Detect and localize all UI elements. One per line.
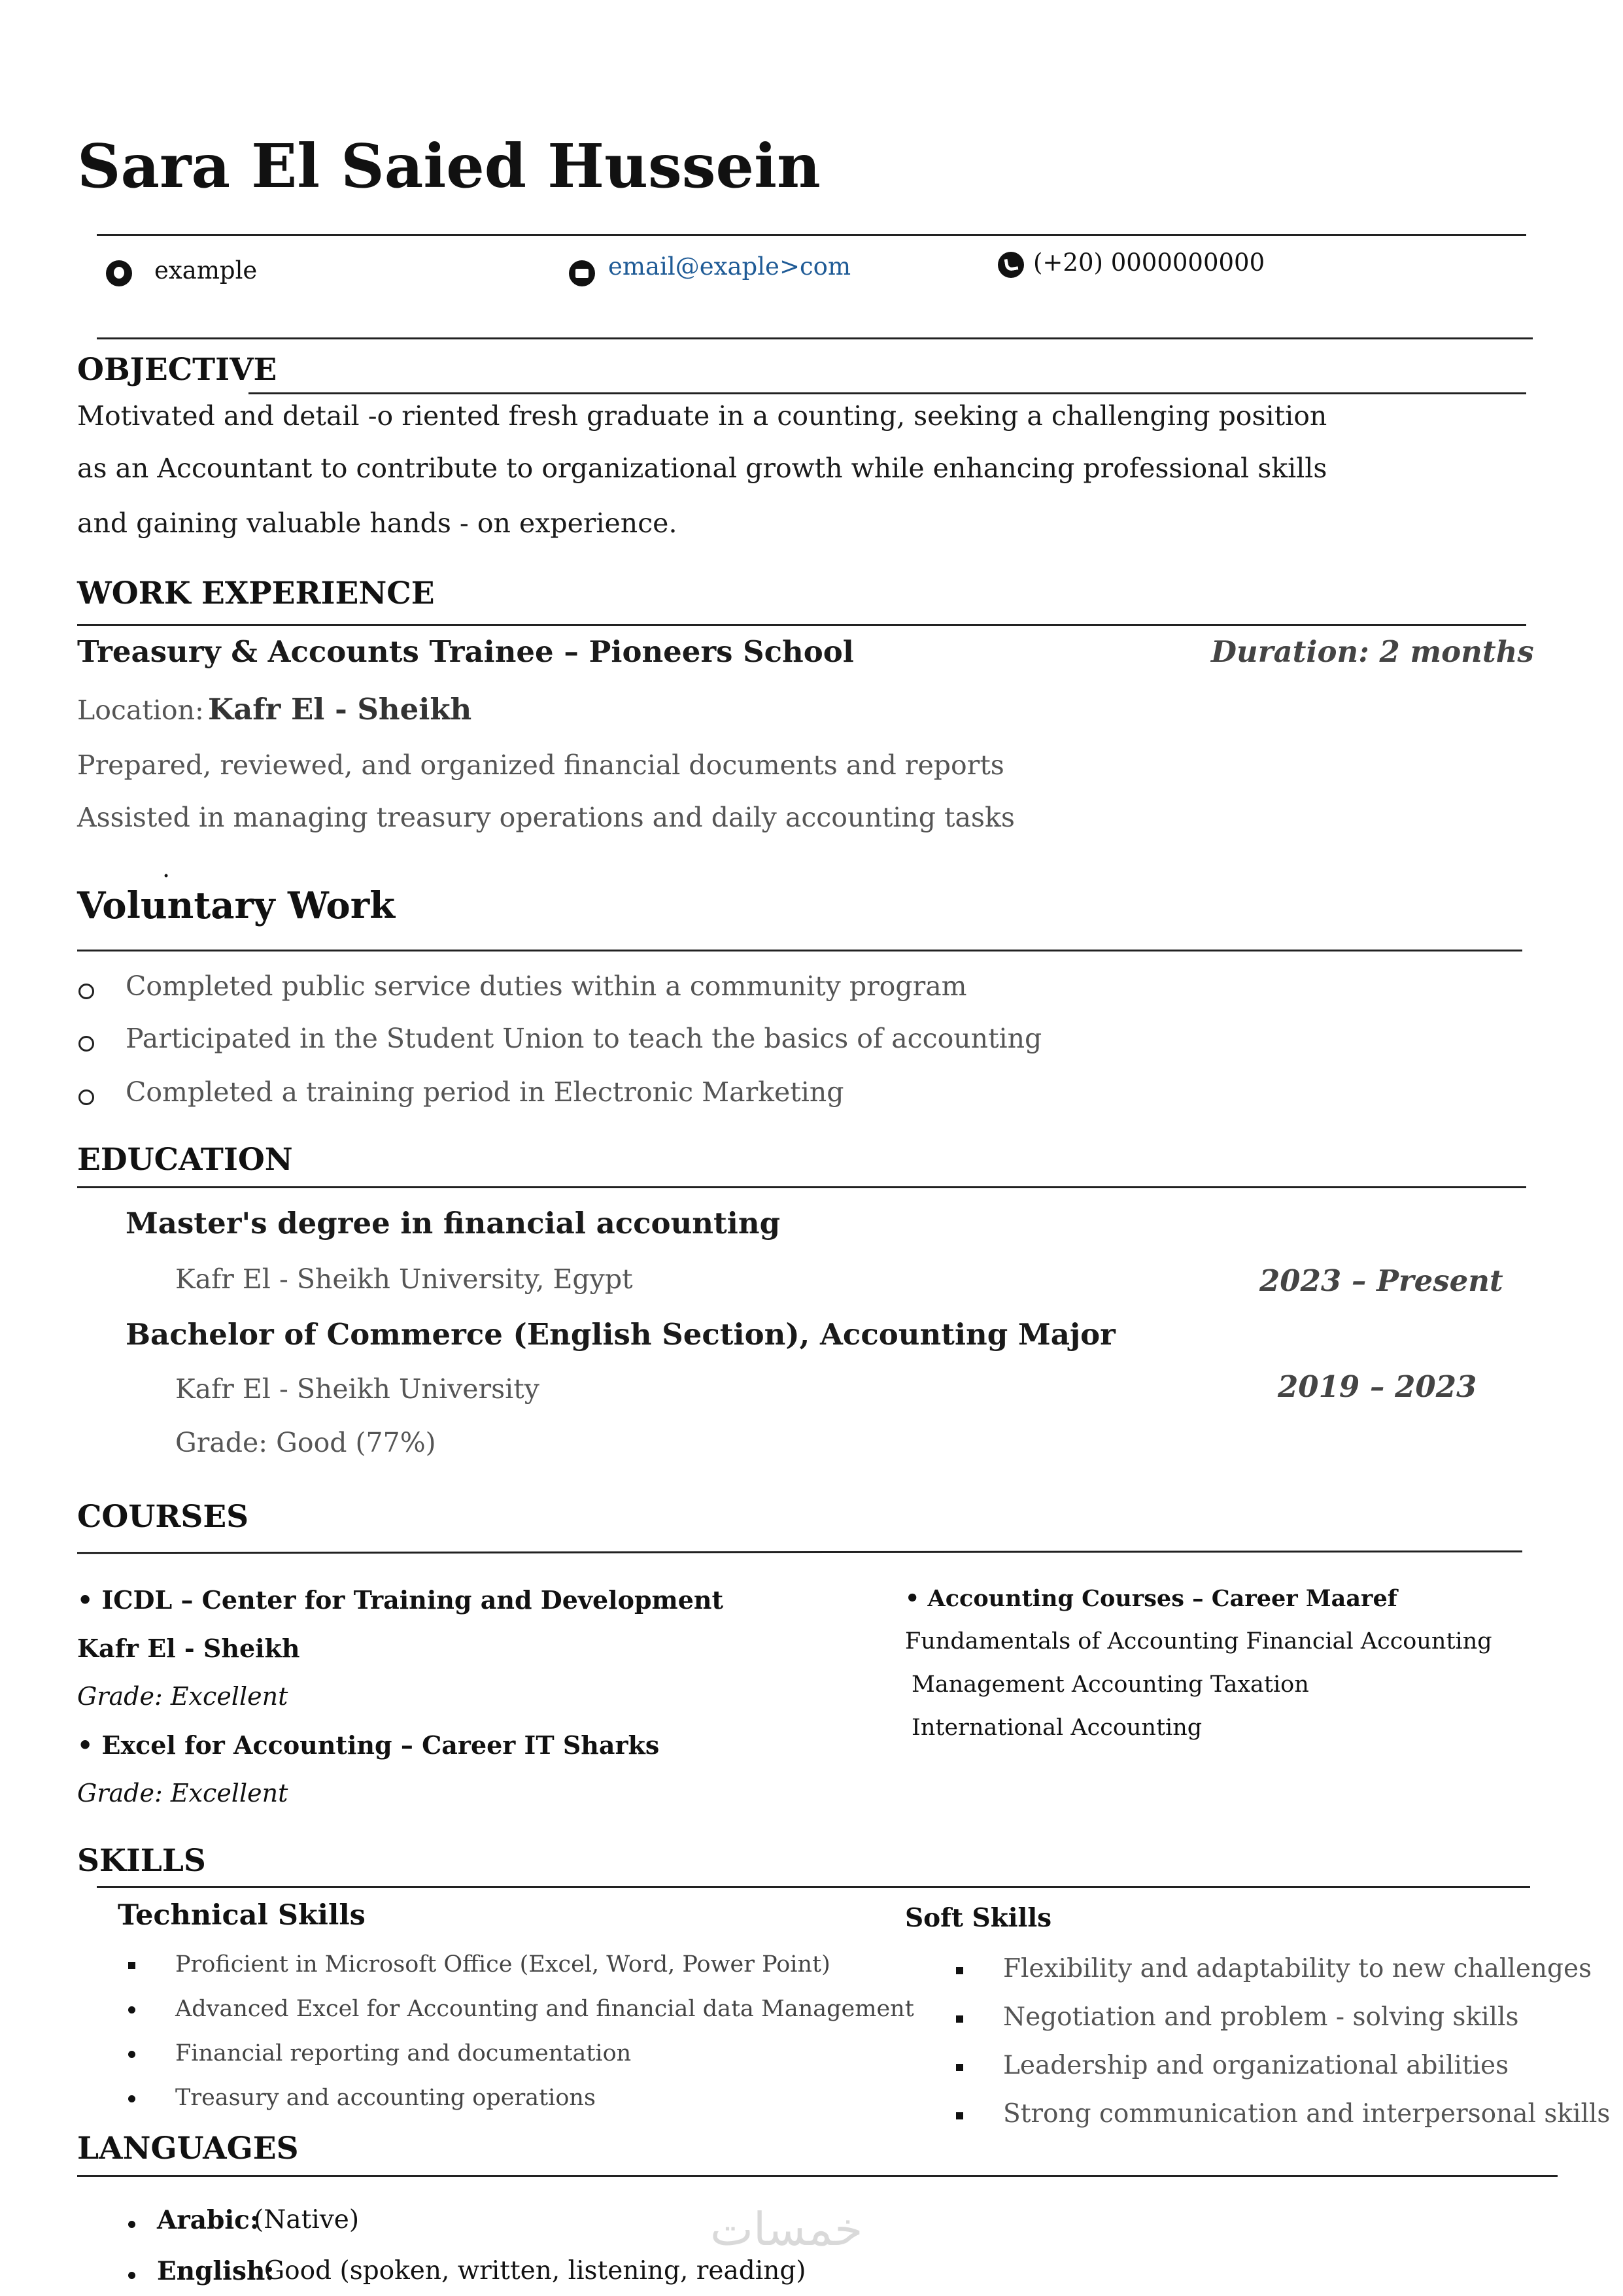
technical-skill-1: Proficient in Microsoft Office (Excel, Word, Power Point) [175,1951,830,1978]
education-years-2: 2019 – 2023 [1278,1369,1477,1404]
course-right-line-3: International Accounting [912,1715,1203,1741]
email-link[interactable]: email@exaple>com [608,252,851,281]
job-title: Treasury & Accounts Trainee – Pioneers School [77,634,854,669]
technical-skills-heading: Technical Skills [118,1899,366,1932]
technical-skill-2: Advanced Excel for Accounting and financial data Management [175,1996,914,2022]
soft-skill-4: Strong communication and interpersonal skills [1003,2099,1611,2129]
education-school-2: Kafr El - Sheikh University [175,1373,539,1405]
objective-heading: OBJECTIVE [77,352,277,388]
technical-bullet-1 [128,1962,135,1969]
language-name-2: English: [157,2256,275,2286]
education-rule [77,1186,1526,1188]
phone-text: (+20) 0000000000 [1033,248,1265,277]
course-right-line-1: Fundamentals of Accounting Financial Accounting [905,1628,1492,1654]
voluntary-item-3: Completed a training period in Electronic Marketing [126,1076,844,1108]
technical-bullet-2 [128,2006,135,2013]
soft-skills-heading: Soft Skills [905,1903,1052,1933]
phone-icon [998,252,1024,278]
languages-rule [77,2175,1558,2177]
job-duty-1: Prepared, reviewed, and organized financial documents and reports [77,749,1004,781]
education-grade-2: Grade: Good (77%) [175,1427,436,1458]
skills-rule [97,1886,1530,1888]
header-top-rule [97,234,1526,236]
education-degree-2: Bachelor of Commerce (English Section), Accounting Major [126,1317,1116,1352]
job-location-label: Location: [77,694,204,726]
language-bullet-2 [128,2272,135,2279]
soft-skill-3: Leadership and organizational abilities [1003,2051,1509,2080]
objective-line-1: Motivated and detail -o riented fresh graduate in a counting, seeking a challenging position [77,400,1327,432]
education-heading: EDUCATION [77,1142,293,1178]
header-bottom-rule [97,337,1533,339]
objective-line-3: and gaining valuable hands - on experience. [77,507,677,539]
job-location: Kafr El - Sheikh [208,692,472,727]
technical-skill-3: Financial reporting and documentation [175,2040,632,2066]
soft-bullet-4 [956,2112,963,2119]
languages-heading: LANGUAGES [77,2131,299,2167]
voluntary-bullet-1 [78,984,94,999]
technical-skill-4: Treasury and accounting operations [175,2085,596,2111]
voluntary-bullet-3 [78,1089,94,1105]
education-school-1: Kafr El - Sheikh University, Egypt [175,1263,633,1295]
objective-line-2: as an Accountant to contribute to organizational growth while enhancing professional skills [77,453,1327,484]
voluntary-item-1: Completed public service duties within a community program [126,970,967,1002]
course-left-5: Grade: Excellent [77,1779,288,1808]
voluntary-item-2: Participated in the Student Union to teach the basics of accounting [126,1023,1042,1054]
work-experience-heading: WORK EXPERIENCE [77,575,435,611]
language-level-2: Good (spoken, written, listening, reading) [264,2256,806,2286]
language-level-1: (Native) [254,2205,360,2235]
courses-heading: COURSES [77,1499,249,1535]
soft-bullet-3 [956,2064,963,2071]
job-duration: Duration: 2 months [1211,634,1534,669]
objective-rule [248,392,1526,394]
soft-skill-2: Negotiation and problem - solving skills [1003,2002,1519,2032]
language-name-1: Arabic: [157,2205,260,2235]
education-years-1: 2023 – Present [1259,1263,1503,1298]
courses-rule [77,1551,1522,1554]
work-experience-rule [77,624,1526,626]
stray-dot: . [162,854,171,883]
voluntary-bullet-2 [78,1036,94,1052]
candidate-name: Sara El Saied Hussein [77,131,821,201]
course-right-heading: • Accounting Courses – Career Maaref [905,1585,1397,1612]
location-text: example [154,256,258,284]
language-bullet-1 [128,2221,135,2228]
voluntary-rule [77,950,1522,951]
watermark-logo: خمسات [710,2202,863,2256]
course-right-line-2: Management Accounting Taxation [912,1671,1309,1698]
soft-bullet-1 [956,1967,963,1974]
email-icon [569,260,595,286]
course-left-2: Kafr El - Sheikh [77,1634,300,1663]
technical-bullet-4 [128,2095,135,2102]
location-pin-icon [106,260,132,286]
course-left-3: Grade: Excellent [77,1682,288,1711]
education-degree-1: Master's degree in financial accounting [126,1206,781,1241]
technical-bullet-3 [128,2051,135,2058]
soft-bullet-2 [956,2015,963,2023]
soft-skill-1: Flexibility and adaptability to new challenges [1003,1954,1592,1983]
voluntary-heading: Voluntary Work [77,884,396,927]
skills-heading: SKILLS [77,1843,206,1879]
course-left-1: • ICDL – Center for Training and Development [77,1585,724,1615]
course-left-4: • Excel for Accounting – Career IT Sharks [77,1730,660,1760]
job-duty-2: Assisted in managing treasury operations and daily accounting tasks [77,802,1015,833]
